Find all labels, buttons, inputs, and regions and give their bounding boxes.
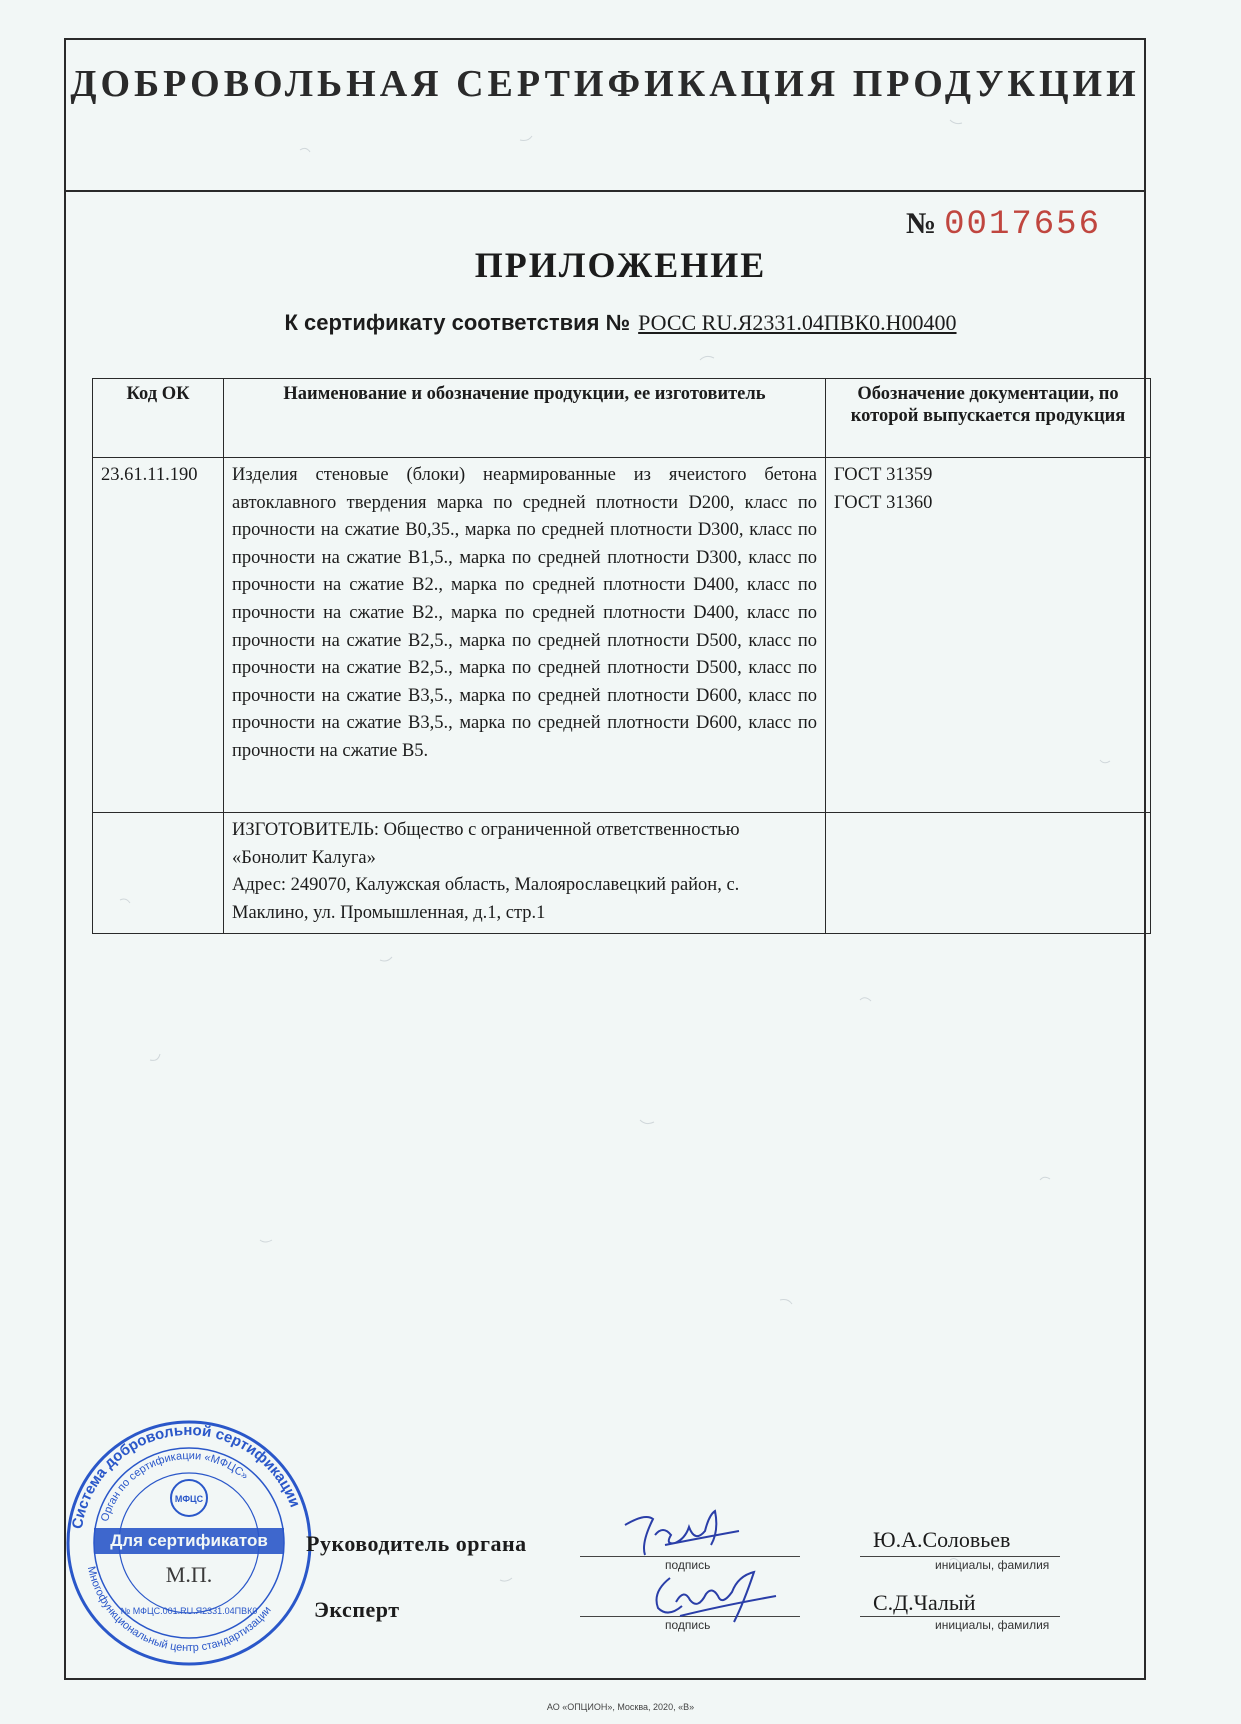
stamp-logo-text: МФЦС [174, 1494, 204, 1504]
certificate-label: К сертификату соответствия № [284, 310, 631, 335]
maker-address: Адрес: 249070, Калужская область, Малоярославецкий район, с. Маклино, ул. Промышленная, д.1, стр.1 [232, 875, 740, 923]
number-value: 0017656 [944, 206, 1101, 244]
form-number [906, 206, 1101, 244]
table-header-row [93, 379, 1151, 458]
official-stamp [64, 1418, 314, 1668]
head-name-line [860, 1556, 1060, 1557]
stamp-inner-text: Орган по сертификации «МФЦС» [98, 1449, 251, 1524]
header-band [66, 40, 1144, 192]
header-code: Код ОК [93, 379, 224, 458]
certificate-reference [0, 310, 1241, 336]
product-code: 23.61.11.190 [93, 458, 224, 813]
maker-code-empty [93, 813, 224, 934]
stamp-outer-text: Система добровольной сертификации [68, 1421, 304, 1531]
head-signature-hint: подпись [665, 1558, 711, 1572]
expert-signature-hint: подпись [665, 1618, 711, 1632]
table-row [93, 813, 1151, 934]
number-prefix: № [906, 207, 937, 240]
stamp-lower-text: Многофункциональный центр стандартизации [84, 1565, 274, 1655]
stamp-band-text: Для сертификатов [110, 1531, 268, 1550]
head-name: Ю.А.Соловьев [873, 1527, 1011, 1552]
header-title: ДОБРОВОЛЬНАЯ СЕРТИФИКАЦИЯ ПРОДУКЦИИ [70, 63, 1140, 105]
product-docs [826, 458, 1151, 813]
header-docs: Обозначение документации, по которой выпускается продукция [826, 379, 1151, 458]
header-product: Наименование и обозначение продукции, ее изготовитель [224, 379, 826, 458]
head-label: Руководитель органа [306, 1531, 527, 1556]
doc-standard-2: ГОСТ 31360 [834, 492, 933, 513]
annex-title: ПРИЛОЖЕНИЕ [474, 245, 767, 285]
expert-label: Эксперт [314, 1597, 400, 1622]
product-description: Изделия стеновые (блоки) неармированные из ячеистого бетона автоклавного твердения марка по средней плотности D200, класс по прочности на сжатие В0,35., марка по средней плотности D300, класс по прочности на сжатие В1,5., марка по средней плотности D300, класс по прочности на сжатие В2., марка по средней плотности D400, класс по прочности на сжатие В2., марка по средней плотности D400, класс по прочности на сжатие В2,5., марка по средней плотности D500, класс по прочности на сжатие В2,5., марка по средней плотности D500, класс по прочности на сжатие В3,5., марка по средней плотности D600, класс по прочности на сжатие В3,5., марка по средней плотности D600, класс по прочности на сжатие В5. [224, 458, 826, 813]
maker-name: ИЗГОТОВИТЕЛЬ: Общество с ограниченной ответственностью «Бонолит Калуга» [232, 820, 740, 868]
expert-name-hint: инициалы, фамилия [935, 1618, 1050, 1632]
maker-docs-empty [826, 813, 1151, 934]
doc-standard-1: ГОСТ 31359 [834, 465, 933, 485]
head-signature [615, 1505, 755, 1565]
head-name-hint: инициалы, фамилия [935, 1558, 1050, 1572]
footer-printer-info: АО «ОПЦИОН», Москва, 2020, «В» [546, 1702, 695, 1712]
expert-name: С.Д.Чалый [873, 1590, 976, 1615]
expert-signature [640, 1568, 790, 1638]
certificate-number: РОСС RU.Я2331.04ПВК0.Н00400 [638, 310, 957, 335]
stamp-reg-text: № МФЦС.001.RU.Я2331.04ПВК0 [120, 1606, 258, 1616]
stamp-mp-text: М.П. [165, 1562, 213, 1587]
product-table [92, 378, 1151, 934]
maker-info [224, 813, 826, 934]
expert-name-line [860, 1616, 1060, 1617]
table-row [93, 458, 1151, 813]
